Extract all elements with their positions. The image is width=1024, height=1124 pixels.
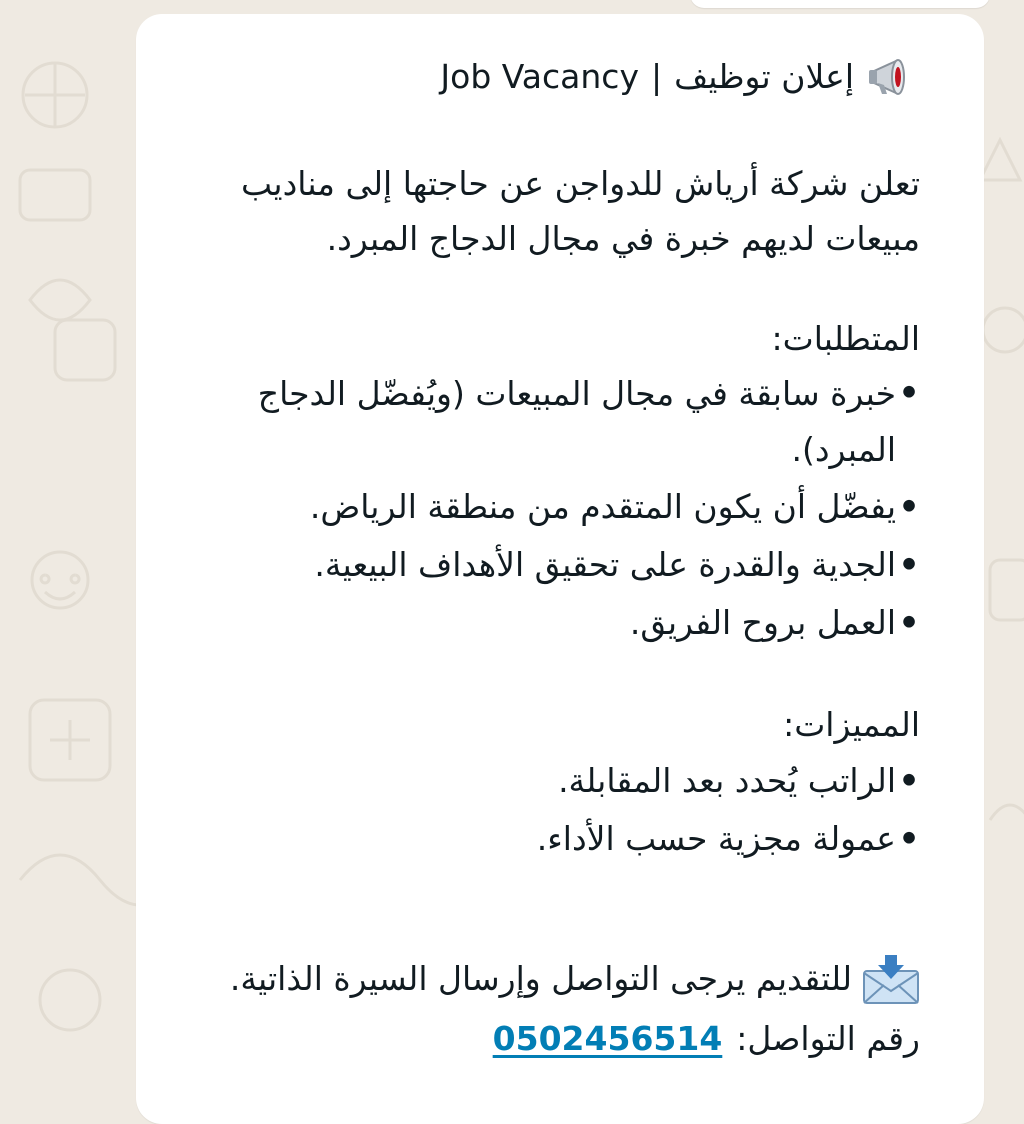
requirement-text: العمل بروح الفريق. [629, 603, 896, 642]
apply-instructions [160, 952, 920, 1006]
requirement-item [160, 478, 920, 536]
previous-message-bubble [690, 0, 990, 8]
title-separator: | [650, 57, 663, 96]
megaphone-icon [866, 56, 920, 98]
benefit-item [160, 810, 920, 868]
phone-label: رقم التواصل: [736, 1019, 920, 1058]
phone-number-link[interactable]: 0502456514 [492, 1019, 723, 1058]
benefits-heading: المميزات: [783, 705, 920, 744]
requirement-text: يفضّل أن يكون المتقدم من منطقة الرياض. [309, 487, 896, 526]
requirement-text: الجدية والقدرة على تحقيق الأهداف البيعية. [314, 545, 896, 584]
benefit-text: الراتب يُحدد بعد المقابلة. [558, 761, 896, 800]
requirements-heading: المتطلبات: [771, 319, 920, 358]
title-english: Job Vacancy [440, 57, 639, 96]
bullet-icon: • [898, 373, 920, 412]
apply-text: للتقديم يرجى التواصل وإرسال السيرة الذاتية. [229, 959, 852, 998]
message-bubble[interactable] [136, 14, 984, 1124]
bullet-icon: • [898, 545, 920, 584]
benefit-text: عمولة مجزية حسب الأداء. [536, 819, 896, 858]
requirement-item [160, 366, 920, 478]
requirement-text: خبرة سابقة في مجال المبيعات (ويُفضّل الدجاج المبرد). [257, 374, 896, 469]
requirement-item [160, 536, 920, 594]
contact-row [160, 1012, 920, 1066]
benefit-item [160, 752, 920, 810]
intro-paragraph: تعلن شركة أرياش للدواجن عن حاجتها إلى مناديب مبيعات لديهم خبرة في مجال الدجاج المبرد. [241, 164, 920, 258]
bullet-icon: • [898, 761, 920, 800]
bullet-icon: • [898, 819, 920, 858]
title-arabic: إعلان توظيف [674, 57, 854, 96]
message-body [160, 44, 920, 1066]
bullet-icon: • [898, 603, 920, 642]
bullet-icon: • [898, 487, 920, 526]
message-title [160, 44, 920, 110]
requirement-item [160, 594, 920, 652]
envelope-download-icon [862, 953, 920, 1005]
